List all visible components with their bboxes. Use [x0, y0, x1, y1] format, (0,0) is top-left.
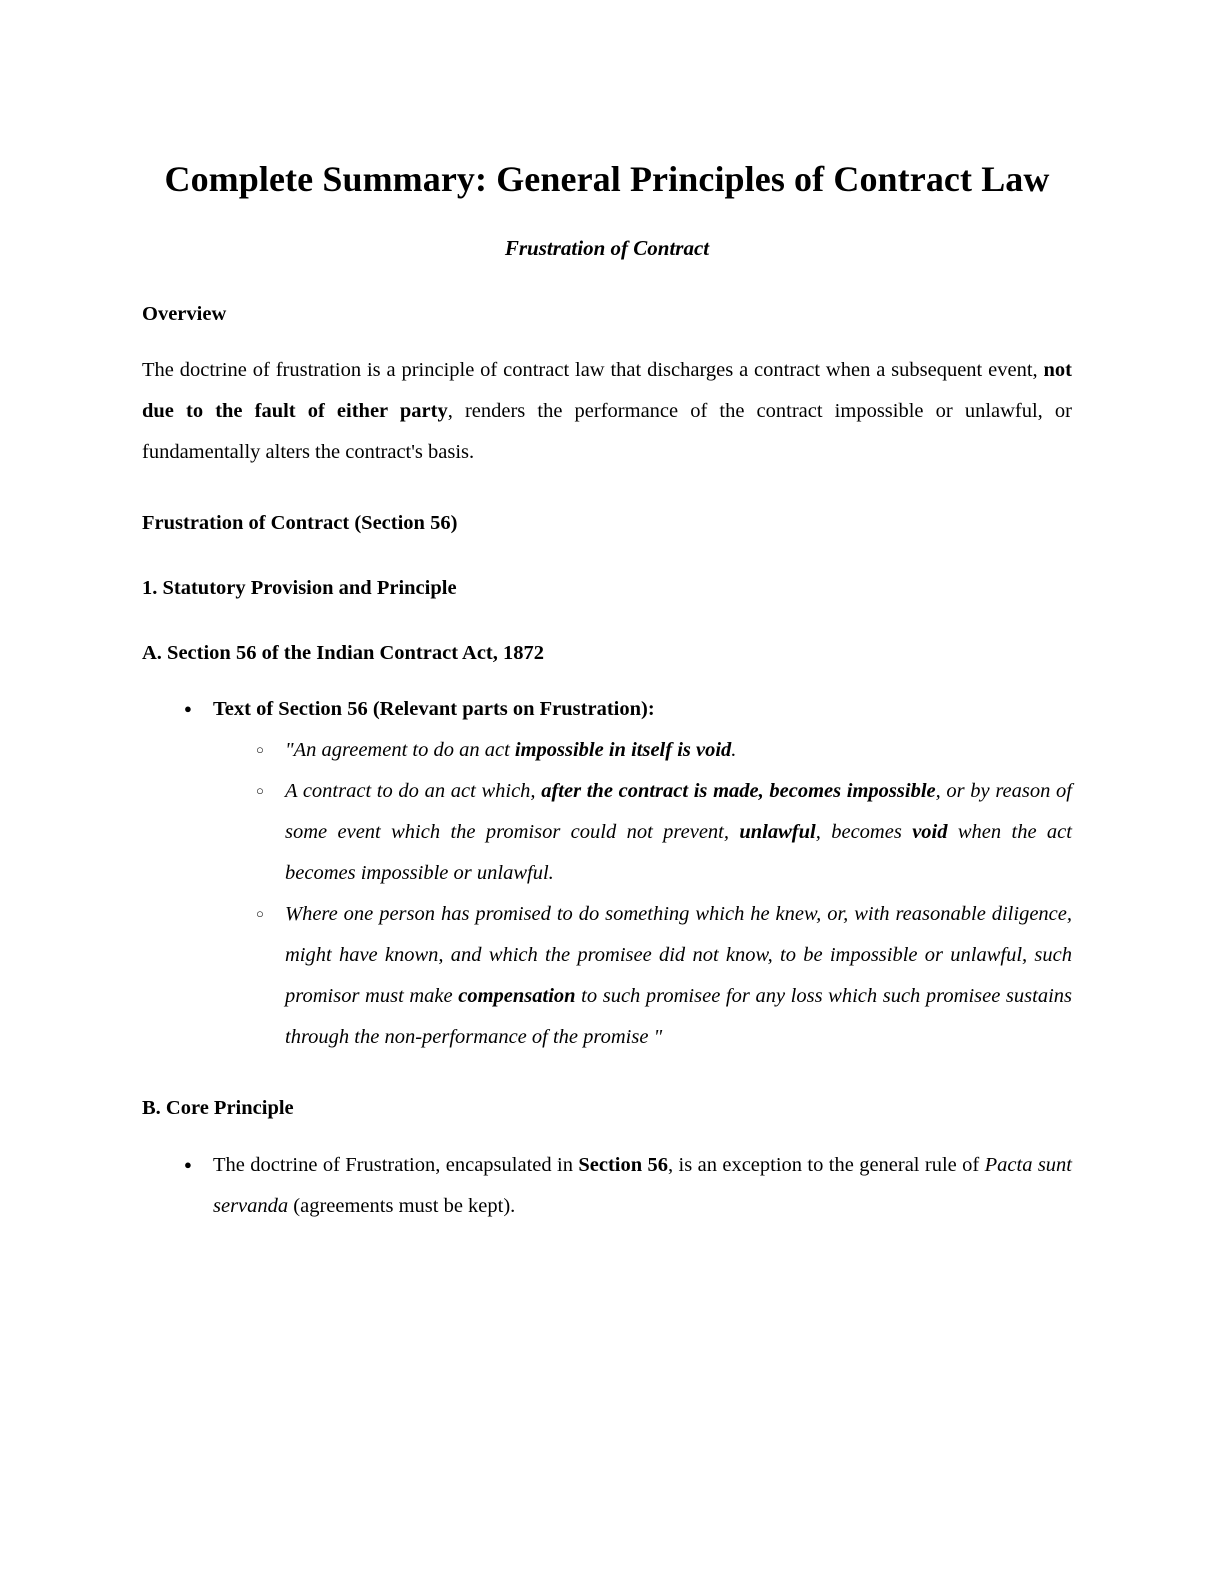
- list-item: [213, 730, 1072, 771]
- section-56-quote-list: [213, 730, 1072, 1058]
- core-principle-lead: The doctrine of Frustration, encapsulated in: [213, 1154, 579, 1177]
- page-title: Complete Summary: General Principles of Contract Law: [164, 159, 1050, 199]
- list-item: [142, 1145, 1072, 1227]
- heading-core-principle: B. Core Principle: [142, 1097, 294, 1120]
- quote2-lead: A contract to do an act which,: [285, 780, 542, 803]
- heading-frustration-of-contract: Frustration of Contract (Section 56): [142, 512, 458, 535]
- core-principle-bold: Section 56: [578, 1154, 669, 1177]
- quote2-tail: when the act becomes impossible or unlawful.: [285, 821, 1072, 885]
- document-subtitle: Frustration of Contract: [504, 236, 710, 261]
- overview-text-part1: The doctrine of frustration is a principle of contract law that discharges a contract when a subsequent event,: [142, 359, 1044, 382]
- list-item: [213, 771, 1072, 894]
- heading-overview: Overview: [142, 302, 227, 325]
- core-principle-tail: (agreements must be kept).: [288, 1195, 516, 1218]
- quote3-bold: compensation: [458, 985, 576, 1008]
- quote2-mid-2: , becomes: [815, 821, 913, 844]
- list-item: [142, 689, 1072, 1058]
- overview-text-part2: , renders the performance of the contract impossible or unlawful, or fundamentally alters the contract's basis.: [142, 400, 1072, 464]
- quote2-bold-2: unlawful: [739, 821, 816, 844]
- quote2-bold-1: after the contract is made, becomes impossible: [541, 780, 936, 803]
- quote2-bold-3: void: [912, 821, 948, 844]
- quote3-lead: Where one person has promised to do something which he knew, or, with reasonable diligence, might have known, and which the promisee did not know, to be impossible or unlawful, such promisor must make: [285, 903, 1072, 1008]
- quote3-tail: to such promisee for any loss which such promisee sustains through the non-performance of the promise ": [285, 985, 1072, 1049]
- bullet-text-of-section-56: Text of Section 56 (Relevant parts on Frustration):: [213, 698, 655, 721]
- quote1-lead: "An agreement to do an act: [285, 739, 515, 762]
- heading-statutory-provision: 1. Statutory Provision and Principle: [142, 577, 457, 600]
- core-principle-italic: Pacta sunt servanda: [213, 1154, 1073, 1218]
- section-56-list: [142, 689, 1072, 1058]
- core-principle-list: [142, 1145, 1072, 1227]
- overview-emphasis: not due to the fault of either party: [142, 359, 1072, 423]
- quote1-tail: .: [731, 739, 737, 762]
- core-principle-mid: , is an exception to the general rule of: [668, 1154, 985, 1177]
- list-item: [213, 894, 1072, 1058]
- heading-section-56: A. Section 56 of the Indian Contract Act, 1872: [142, 641, 545, 664]
- overview-paragraph: [142, 350, 1072, 473]
- quote2-mid-1: , or by reason of some event which the promisor could not prevent,: [285, 780, 1072, 844]
- quote1-bold: impossible in itself is void: [514, 739, 732, 762]
